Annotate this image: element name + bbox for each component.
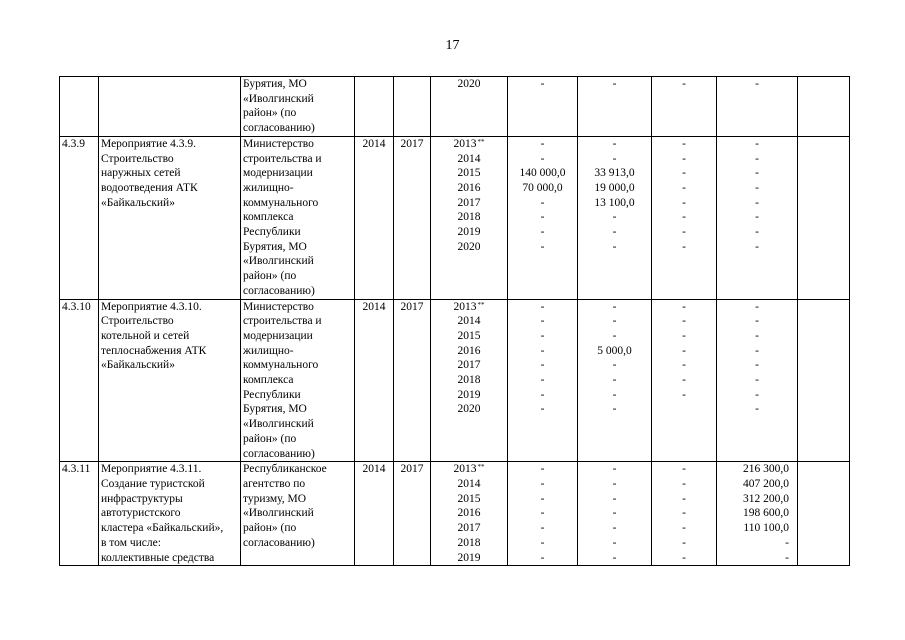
funding-value: - xyxy=(540,359,545,372)
notes-cell xyxy=(798,136,850,299)
funding-value: - xyxy=(612,536,617,549)
funding-value: - xyxy=(755,167,759,180)
funding-value: - xyxy=(755,344,759,357)
activity-executor xyxy=(241,462,355,566)
funding-value: - xyxy=(540,152,545,165)
activity-name-line: коллективные средства xyxy=(101,551,215,564)
executor-line: согласованию) xyxy=(243,122,315,135)
funding-value: - xyxy=(682,477,686,490)
funding-column-4 xyxy=(717,299,798,462)
funding-column-1 xyxy=(508,136,578,299)
funding-value: - xyxy=(682,78,686,90)
page-number: 17 xyxy=(445,38,460,53)
funding-column-3 xyxy=(652,462,717,566)
funding-value: - xyxy=(755,300,759,313)
funding-value: - xyxy=(612,211,617,224)
funding-value: - xyxy=(540,388,545,401)
notes-cell xyxy=(798,462,850,566)
executor-line: Бурятия, МО xyxy=(243,403,307,416)
funding-value: - xyxy=(682,374,686,387)
funding-value: - xyxy=(755,388,759,401)
funding-value: - xyxy=(755,211,759,224)
funding-value: 33 913,0 xyxy=(594,167,635,180)
end-year: 2017 xyxy=(394,462,431,566)
funding-value: - xyxy=(755,403,759,416)
table-row xyxy=(60,462,850,566)
funding-value: - xyxy=(540,300,545,313)
executor-line: Республики xyxy=(243,388,301,401)
executor-line: Республиканское xyxy=(243,463,327,476)
funding-value: - xyxy=(755,329,759,342)
funding-value: - xyxy=(612,374,617,387)
funding-value: - xyxy=(682,240,686,253)
notes-cell xyxy=(798,77,850,137)
activity-name-line: инфраструктуры xyxy=(101,492,183,505)
funding-value: - xyxy=(612,507,617,520)
executor-line: комплекса xyxy=(243,374,294,387)
financing-years xyxy=(431,136,508,299)
funding-value: - xyxy=(682,315,686,328)
start-year: 2014 xyxy=(355,299,394,462)
start-year: 2014 xyxy=(355,462,394,566)
funding-value: 19 000,0 xyxy=(594,181,635,194)
financing-year: 2018 xyxy=(457,211,481,224)
funding-value: - xyxy=(682,388,686,401)
financing-year: 2016 xyxy=(457,344,481,357)
funding-value: - xyxy=(612,477,617,490)
activity-number: 4.3.10 xyxy=(60,299,99,462)
activity-executor xyxy=(241,299,355,462)
funding-value: - xyxy=(612,78,617,90)
funding-value: - xyxy=(755,315,759,328)
funding-value: - xyxy=(785,536,789,549)
activity-executor xyxy=(241,77,355,137)
funding-column-2 xyxy=(578,136,652,299)
executor-line: коммунального xyxy=(243,359,319,372)
funding-value: - xyxy=(540,196,545,209)
funding-value: - xyxy=(612,359,617,372)
funding-value: 5 000,0 xyxy=(597,344,632,357)
funding-value: - xyxy=(540,507,545,520)
funding-value: - xyxy=(612,329,617,342)
funding-value: - xyxy=(540,344,545,357)
activity-name-line: Строительство xyxy=(101,152,174,165)
funding-value: - xyxy=(540,492,545,505)
funding-value: - xyxy=(682,196,686,209)
funding-value: 216 300,0 xyxy=(743,463,789,476)
funding-column-2 xyxy=(578,299,652,462)
funding-value: - xyxy=(682,152,686,165)
funding-value: - xyxy=(612,492,617,505)
funding-column-3 xyxy=(652,77,717,137)
funding-column-3 xyxy=(652,299,717,462)
funding-column-2 xyxy=(578,462,652,566)
activity-number: 4.3.11 xyxy=(60,462,99,566)
notes-cell xyxy=(798,299,850,462)
financing-year: 2017 xyxy=(457,359,481,372)
activity-executor xyxy=(241,136,355,299)
activity-name-line: водоотведения АТК xyxy=(101,181,198,194)
executor-line: агентство по xyxy=(243,477,306,490)
funding-column-1 xyxy=(508,462,578,566)
executor-line: туризму, МО xyxy=(243,492,307,505)
table-row xyxy=(60,299,850,462)
funding-value: - xyxy=(612,137,617,150)
funding-value: - xyxy=(682,167,686,180)
executor-line: Бурятия, МО xyxy=(243,78,307,90)
executor-line: «Иволгинский xyxy=(243,255,314,268)
activity-name-line: кластера «Байкальский», xyxy=(101,522,224,535)
funding-value: - xyxy=(682,329,686,342)
executor-line: модернизации xyxy=(243,329,313,342)
activity-name xyxy=(99,136,241,299)
financing-year: 2014 xyxy=(457,152,481,165)
funding-column-4 xyxy=(717,462,798,566)
activity-name-line: котельной и сетей xyxy=(101,329,190,342)
funding-value: - xyxy=(540,403,545,416)
funding-value: - xyxy=(682,181,686,194)
executor-line: «Иволгинский xyxy=(243,418,314,431)
funding-value: 407 200,0 xyxy=(743,477,789,490)
funding-value: - xyxy=(682,463,686,476)
end-year xyxy=(394,77,431,137)
executor-line: согласованию) xyxy=(243,284,315,297)
activity-name-line: Создание туристской xyxy=(101,477,205,490)
financing-year: 2019 xyxy=(457,388,481,401)
funding-value: 70 000,0 xyxy=(522,181,563,194)
funding-value: - xyxy=(682,300,686,313)
funding-value: - xyxy=(612,300,617,313)
funding-value: - xyxy=(540,477,545,490)
financing-years xyxy=(431,299,508,462)
executor-line: район» (по xyxy=(243,522,297,535)
funding-column-3 xyxy=(652,136,717,299)
start-year: 2014 xyxy=(355,136,394,299)
financing-year: 2020 xyxy=(457,78,481,90)
funding-value: - xyxy=(682,359,686,372)
funding-value: - xyxy=(540,329,545,342)
activity-name-line: Строительство xyxy=(101,315,174,328)
funding-value: - xyxy=(755,226,759,239)
financing-years xyxy=(431,462,508,566)
financing-year: 2015 xyxy=(457,492,481,505)
funding-value: - xyxy=(540,536,545,549)
financing-year: 2019 xyxy=(457,226,481,239)
executor-line: жилищно- xyxy=(243,344,294,357)
funding-value: - xyxy=(755,240,759,253)
activity-name-line: Мероприятие 4.3.10. xyxy=(101,300,202,313)
funding-value: - xyxy=(755,152,759,165)
financing-year: 2017 xyxy=(457,196,481,209)
executor-line: жилищно- xyxy=(243,181,294,194)
activity-name-line: «Байкальский» xyxy=(101,196,175,209)
funding-value: - xyxy=(540,374,545,387)
funding-value: - xyxy=(785,551,789,564)
funding-value: 312 200,0 xyxy=(743,492,789,505)
funding-value: - xyxy=(755,359,759,372)
executor-line: «Иволгинский xyxy=(243,507,314,520)
executor-line: Министерство xyxy=(243,137,314,150)
funding-value: - xyxy=(682,492,686,505)
funding-value: - xyxy=(682,211,686,224)
executor-line: район» (по xyxy=(243,432,297,445)
funding-value: - xyxy=(540,137,545,150)
activity-name-line: наружных сетей xyxy=(101,167,181,180)
funding-value: - xyxy=(612,403,617,416)
funding-column-1 xyxy=(508,77,578,137)
table-row xyxy=(60,77,850,137)
funding-value: - xyxy=(540,240,545,253)
executor-line: согласованию) xyxy=(243,447,315,460)
end-year: 2017 xyxy=(394,136,431,299)
financing-year: 2015 xyxy=(457,329,481,342)
financing-year: 2015 xyxy=(457,167,481,180)
executor-line: «Иволгинский xyxy=(243,92,314,105)
start-year xyxy=(355,77,394,137)
funding-value: - xyxy=(540,522,545,535)
financing-year: 2013** xyxy=(453,463,485,476)
activity-number xyxy=(60,77,99,137)
funding-column-4 xyxy=(717,136,798,299)
financing-year: 2016 xyxy=(457,181,481,194)
funding-value: - xyxy=(755,78,759,90)
financing-year: 2017 xyxy=(457,522,481,535)
funding-value: - xyxy=(612,388,617,401)
funding-value: - xyxy=(755,374,759,387)
funding-value: - xyxy=(755,196,759,209)
funding-value xyxy=(654,402,714,417)
funding-value: - xyxy=(612,152,617,165)
funding-value: - xyxy=(755,181,759,194)
activity-name xyxy=(99,299,241,462)
financing-year: 2014 xyxy=(457,477,481,490)
financing-year: 2014 xyxy=(457,315,481,328)
table-row xyxy=(60,136,850,299)
activity-name-line: теплоснабжения АТК xyxy=(101,344,207,357)
funding-column-4 xyxy=(717,77,798,137)
financing-year: 2018 xyxy=(457,374,481,387)
executor-line: строительства и xyxy=(243,315,322,328)
funding-value: - xyxy=(540,463,545,476)
executor-line: строительства и xyxy=(243,152,322,165)
executor-line: комплекса xyxy=(243,211,294,224)
funding-value: - xyxy=(612,551,617,564)
activity-name xyxy=(99,462,241,566)
funding-value: - xyxy=(540,315,545,328)
funding-value: - xyxy=(682,507,686,520)
financing-year: 2018 xyxy=(457,536,481,549)
funding-value: - xyxy=(540,78,545,90)
activity-name xyxy=(99,77,241,137)
financing-year: 2020 xyxy=(457,403,481,416)
executor-line: район» (по xyxy=(243,270,297,283)
executor-line: район» (по xyxy=(243,107,297,120)
funding-value: - xyxy=(612,463,617,476)
financing-year: 2020 xyxy=(457,240,481,253)
funding-value: - xyxy=(682,344,686,357)
activity-number: 4.3.9 xyxy=(60,136,99,299)
funding-value: - xyxy=(612,315,617,328)
financing-years xyxy=(431,77,508,137)
funding-value: - xyxy=(540,551,545,564)
funding-value: - xyxy=(540,211,545,224)
table-body xyxy=(60,77,850,566)
financing-year: 2016 xyxy=(457,507,481,520)
funding-value: 13 100,0 xyxy=(594,196,635,209)
funding-column-2 xyxy=(578,77,652,137)
funding-value: - xyxy=(682,522,686,535)
funding-column-1 xyxy=(508,299,578,462)
executor-line: Министерство xyxy=(243,300,314,313)
activity-name-line: в том числе: xyxy=(101,536,161,549)
funding-value: - xyxy=(682,551,686,564)
funding-value: - xyxy=(682,226,686,239)
funding-value: - xyxy=(612,240,617,253)
activity-name-line: Мероприятие 4.3.11. xyxy=(101,463,202,476)
executor-line: согласованию) xyxy=(243,536,315,549)
funding-value: - xyxy=(682,137,686,150)
financing-year: 2019 xyxy=(457,551,481,564)
activity-name-line: Мероприятие 4.3.9. xyxy=(101,137,197,150)
funding-value: - xyxy=(612,522,617,535)
funding-value: - xyxy=(682,536,686,549)
financing-year: 2013** xyxy=(453,137,485,150)
executor-line: модернизации xyxy=(243,167,313,180)
funding-value: - xyxy=(755,137,759,150)
executor-line: Республики xyxy=(243,226,301,239)
activity-name-line: автотуристского xyxy=(101,507,181,520)
funding-value: 198 600,0 xyxy=(743,507,789,520)
executor-line: Бурятия, МО xyxy=(243,240,307,253)
program-activities-table xyxy=(59,76,850,566)
funding-value: - xyxy=(612,226,617,239)
funding-value: 110 100,0 xyxy=(743,522,789,535)
financing-year: 2013** xyxy=(453,300,485,313)
funding-value: 140 000,0 xyxy=(519,167,566,180)
end-year: 2017 xyxy=(394,299,431,462)
executor-line: коммунального xyxy=(243,196,319,209)
funding-value: - xyxy=(540,226,545,239)
activity-name-line: «Байкальский» xyxy=(101,359,175,372)
